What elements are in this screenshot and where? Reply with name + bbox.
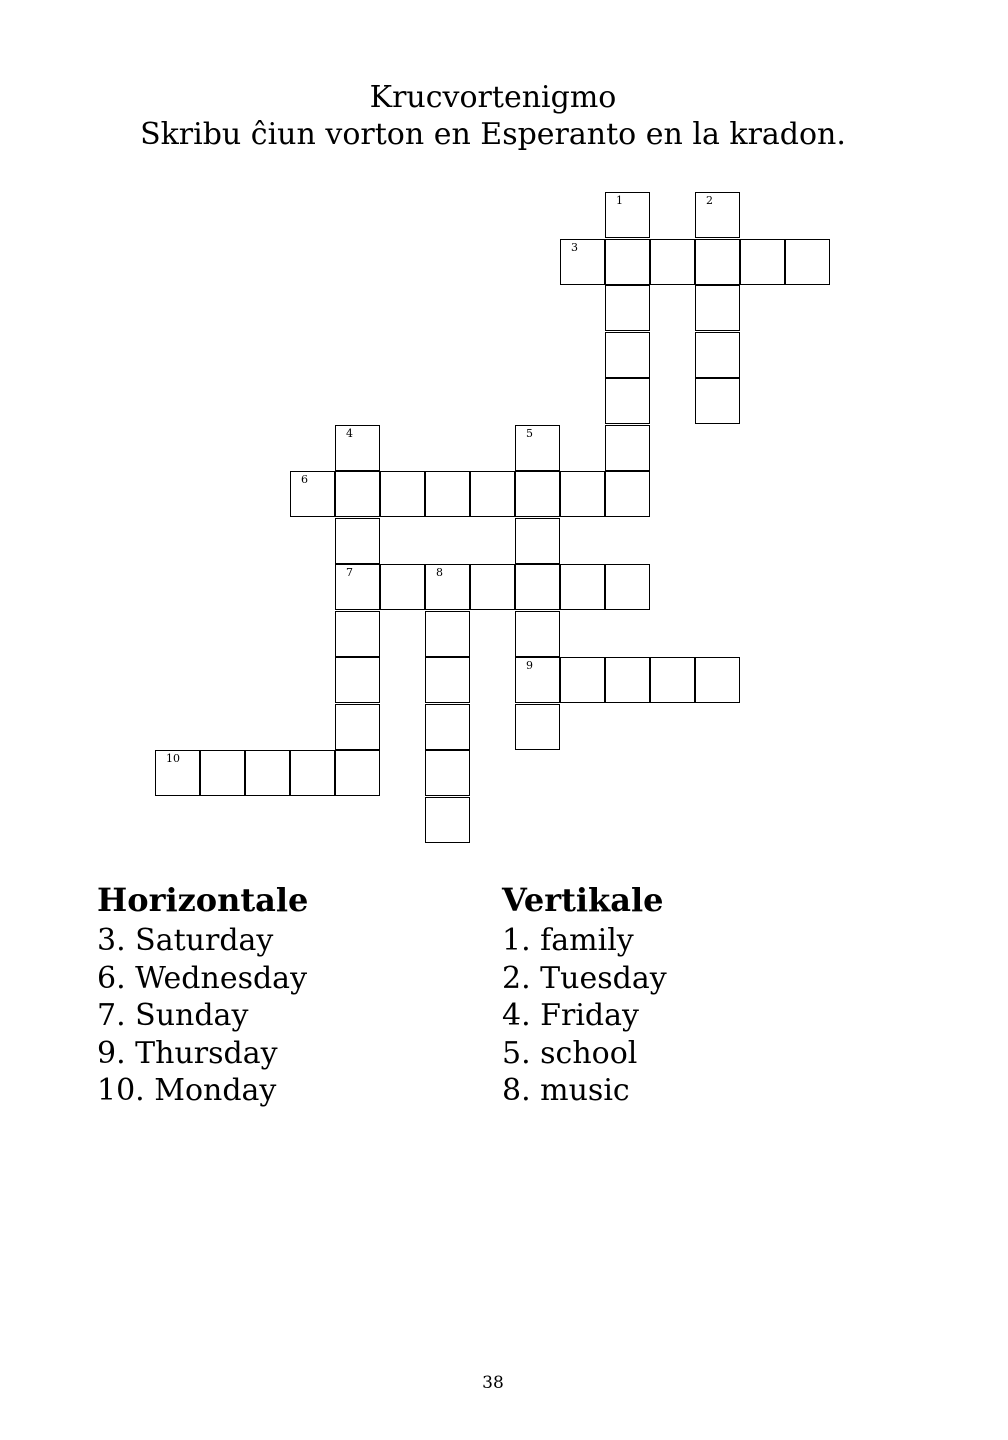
- grid-cell[interactable]: [155, 750, 200, 796]
- across-clue: 9. Thursday: [97, 1035, 278, 1071]
- down-heading: Vertikale: [502, 881, 664, 919]
- grid-cell[interactable]: [200, 750, 245, 796]
- grid-cell[interactable]: [425, 564, 470, 610]
- grid-cell[interactable]: [560, 657, 605, 703]
- down-clue: 4. Friday: [502, 998, 639, 1033]
- grid-cell[interactable]: [605, 239, 650, 285]
- grid-cell[interactable]: [515, 657, 560, 703]
- grid-cell[interactable]: [290, 750, 335, 796]
- grid-cell[interactable]: [695, 657, 740, 703]
- grid-cell[interactable]: [425, 750, 470, 796]
- grid-cell[interactable]: [605, 285, 650, 331]
- grid-cell[interactable]: [605, 425, 650, 471]
- grid-cell[interactable]: [425, 611, 470, 657]
- grid-cell[interactable]: [605, 471, 650, 517]
- grid-cell[interactable]: [695, 239, 740, 285]
- cell-number: 6: [301, 473, 308, 486]
- grid-cell[interactable]: [515, 704, 560, 750]
- cell-number: 3: [571, 240, 578, 254]
- across-clues: [97, 880, 308, 1110]
- grid-cell[interactable]: [560, 471, 605, 517]
- down-clue: 2. Tuesday: [502, 960, 667, 996]
- grid-cell[interactable]: [740, 239, 785, 285]
- page-number: 38: [482, 1373, 504, 1393]
- cell-number: 5: [526, 426, 533, 440]
- grid-cell[interactable]: [380, 471, 425, 517]
- grid-cell[interactable]: [605, 378, 650, 424]
- grid-cell[interactable]: [335, 471, 380, 517]
- cell-number: 1: [616, 194, 623, 207]
- down-clue: 1. family: [502, 923, 634, 958]
- grid-cell[interactable]: [335, 425, 380, 471]
- grid-cell[interactable]: [695, 378, 740, 424]
- grid-cell[interactable]: [515, 611, 560, 657]
- across-clue: 3. Saturday: [97, 923, 274, 958]
- grid-cell[interactable]: [470, 564, 515, 610]
- grid-cell[interactable]: [335, 518, 380, 564]
- grid-cell[interactable]: [605, 657, 650, 703]
- grid-cell[interactable]: [560, 239, 605, 285]
- grid-cell[interactable]: [515, 425, 560, 471]
- cell-number: 10: [166, 752, 180, 765]
- down-clues: [502, 880, 667, 1110]
- cell-number: 7: [346, 566, 353, 579]
- grid-cell[interactable]: [560, 564, 605, 610]
- puzzle-title: Krucvortenigmo: [369, 80, 617, 115]
- across-clue: 6. Wednesday: [97, 960, 308, 996]
- grid-cell[interactable]: [245, 750, 290, 796]
- puzzle-instruction: Skribu ĉiun vorton en Esperanto en la kradon.: [140, 117, 846, 152]
- grid-cell[interactable]: [650, 657, 695, 703]
- grid-cell[interactable]: [695, 192, 740, 238]
- across-clue: 7. Sunday: [97, 998, 249, 1033]
- grid-cell[interactable]: [335, 564, 380, 610]
- down-clue: 5. school: [502, 1035, 638, 1071]
- grid-cell[interactable]: [335, 704, 380, 750]
- grid-cell[interactable]: [290, 471, 335, 517]
- grid-cell[interactable]: [425, 704, 470, 750]
- cell-number: 8: [436, 566, 443, 579]
- across-clue: 10. Monday: [97, 1073, 277, 1108]
- grid-cell[interactable]: [335, 657, 380, 703]
- grid-cell[interactable]: [695, 285, 740, 331]
- cell-number: 9: [526, 659, 533, 672]
- cell-number: 4: [346, 426, 353, 440]
- grid-cell[interactable]: [695, 332, 740, 378]
- grid-cell[interactable]: [785, 239, 830, 285]
- grid-cell[interactable]: [605, 332, 650, 378]
- grid-cell[interactable]: [515, 564, 560, 610]
- grid-cell[interactable]: [380, 564, 425, 610]
- grid-cell[interactable]: [425, 657, 470, 703]
- grid-cell[interactable]: [650, 239, 695, 285]
- grid-cell[interactable]: [515, 518, 560, 564]
- grid-cell[interactable]: [605, 564, 650, 610]
- grid-cell[interactable]: [605, 192, 650, 238]
- down-clue: 8. music: [502, 1073, 630, 1108]
- grid-cell[interactable]: [425, 471, 470, 517]
- grid-cell[interactable]: [335, 611, 380, 657]
- cell-number: 2: [706, 194, 713, 207]
- grid-cell[interactable]: [335, 750, 380, 796]
- grid-cell[interactable]: [515, 471, 560, 517]
- grid-cell[interactable]: [470, 471, 515, 517]
- across-heading: Horizontale: [97, 881, 309, 919]
- grid-cell[interactable]: [425, 797, 470, 843]
